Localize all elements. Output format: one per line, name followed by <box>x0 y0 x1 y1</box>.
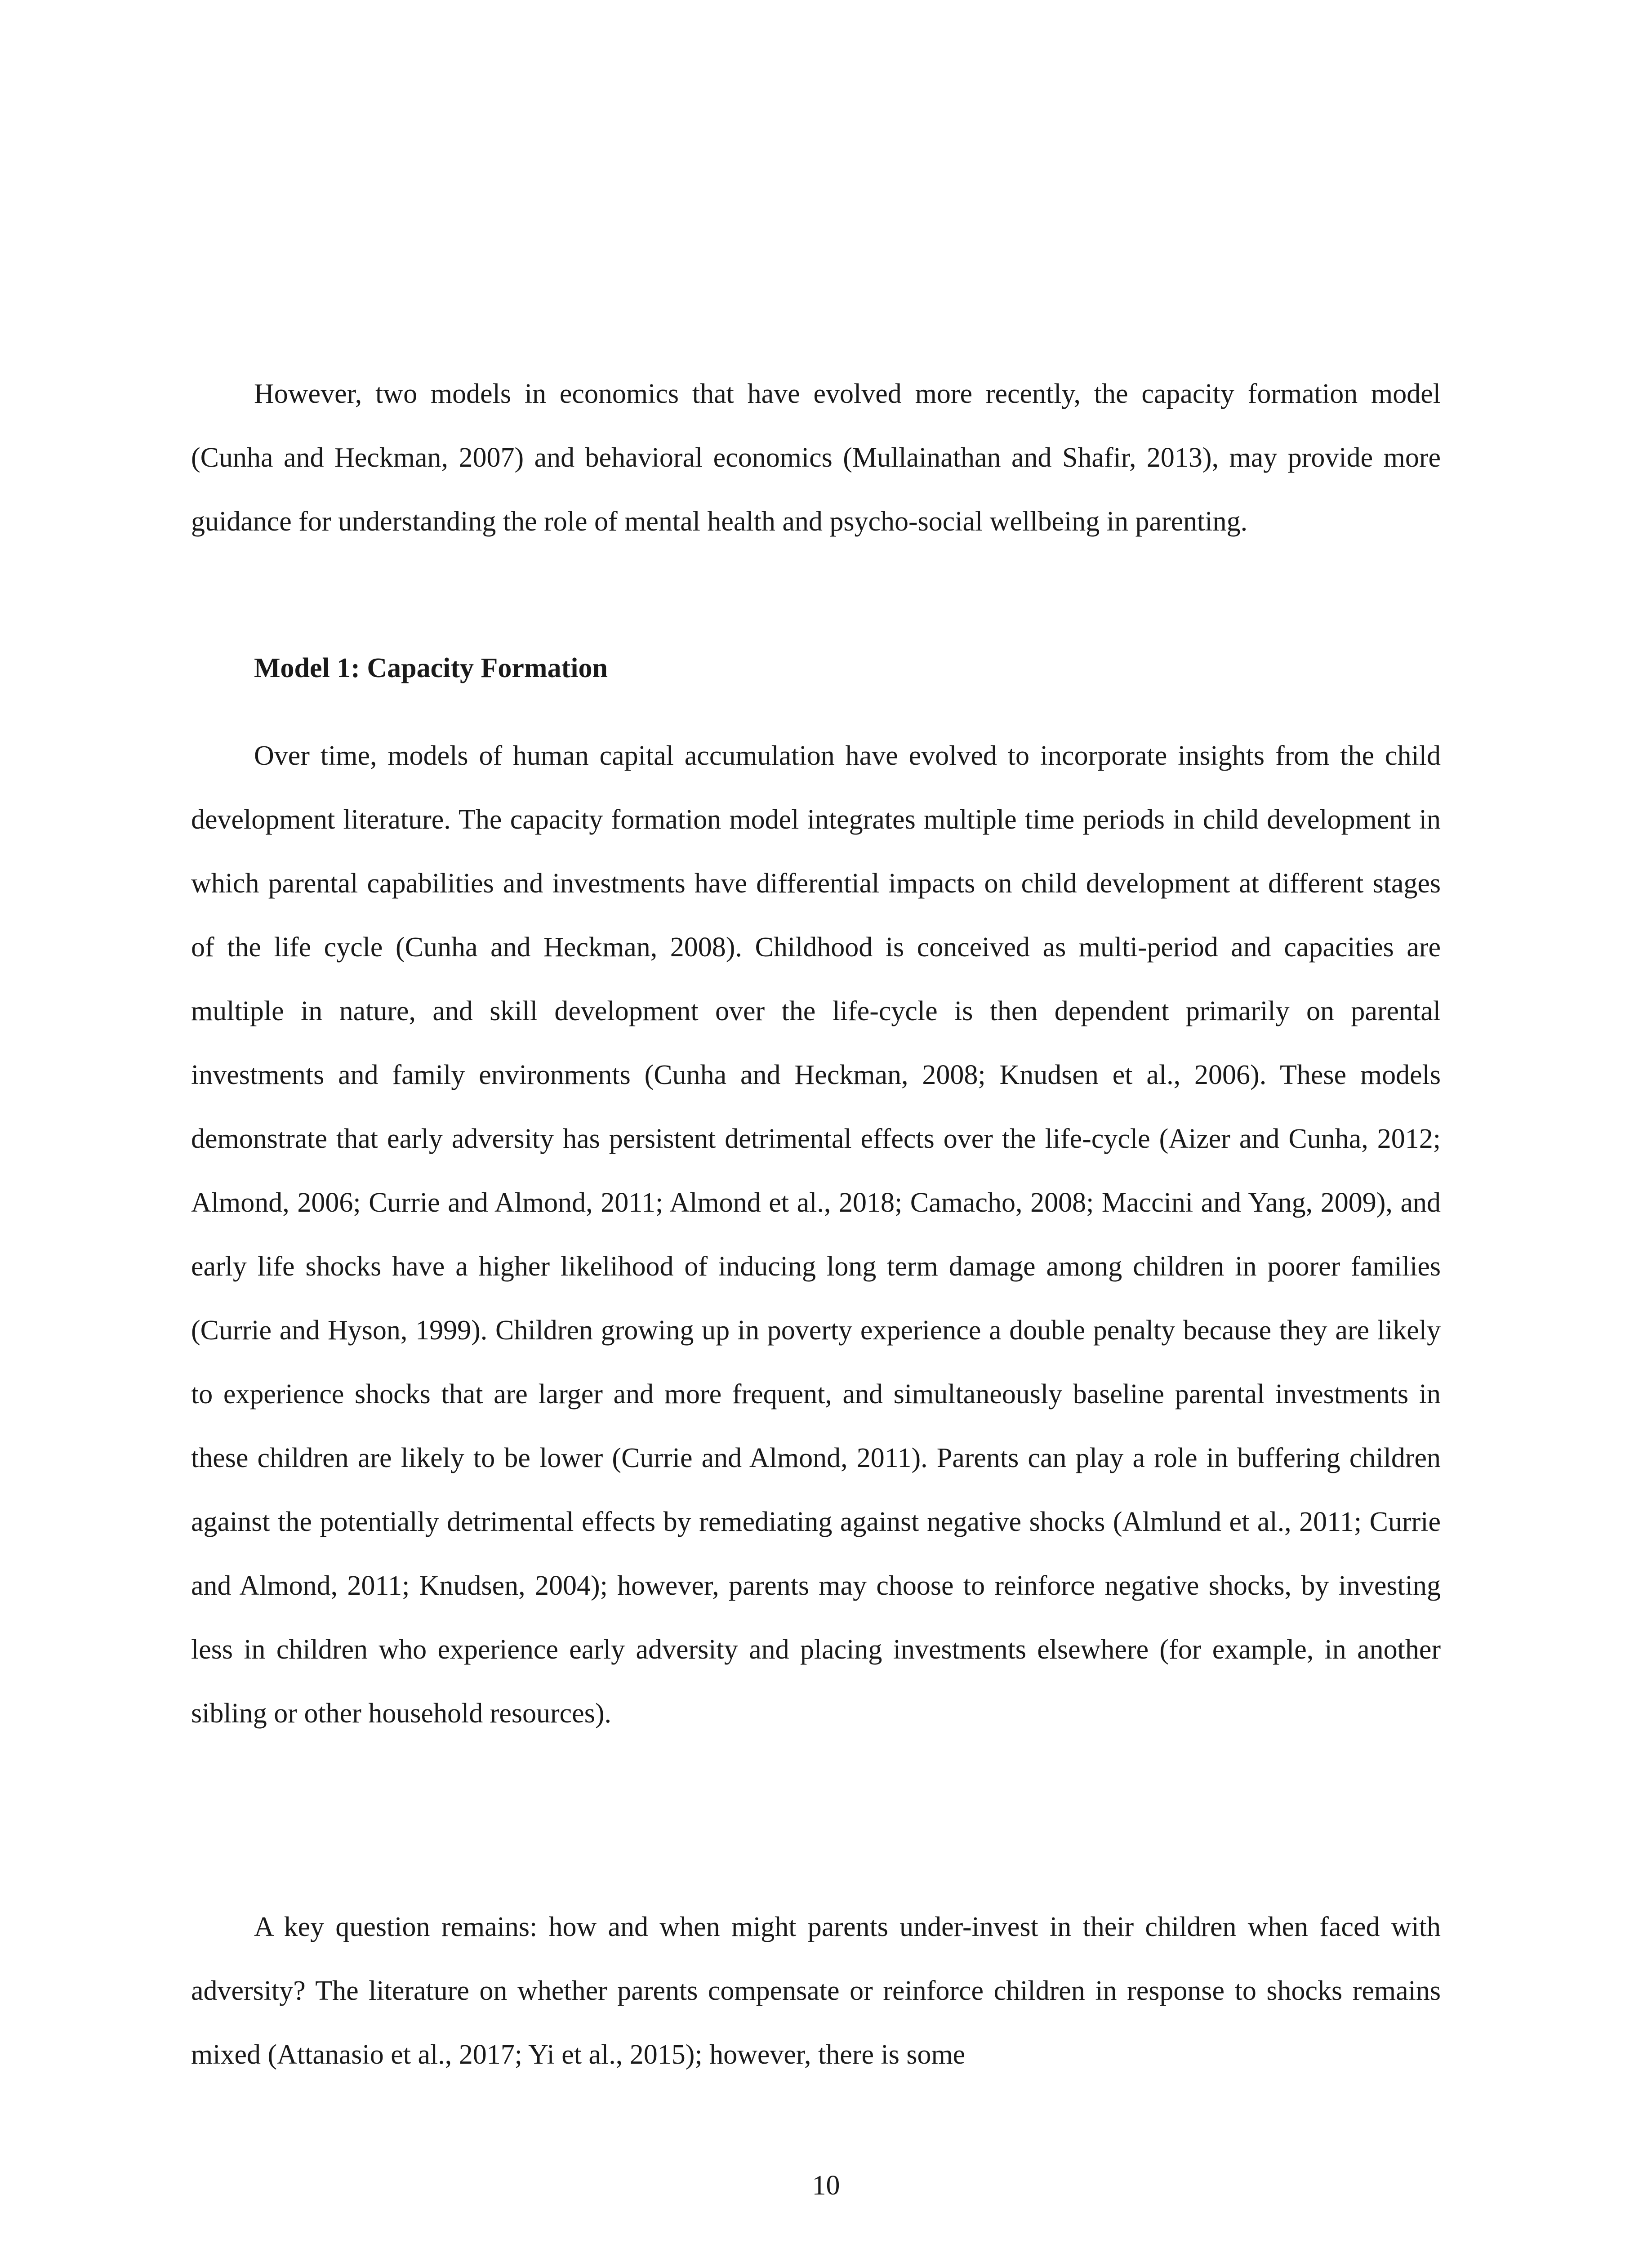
paragraph-text: Over time, models of human capital accumulation have evolved to incorporate insights from the child development literature. The capacity formation model integrates multiple time periods in child development in which parental capabilities and investments have differential impacts on child development at different stages of the life cycle (Cunha and Heckman, 2008). Childhood is conceived as multi-period and capacities are multiple in nature, and skill development over the life-cycle is then dependent primarily on parental investments and family environments (Cunha and Heckman, 2008; Knudsen et al., 2006). These models demonstrate that early adversity has persistent detrimental effects over the life-cycle (Aizer and Cunha, 2012; Almond, 2006; Currie and Almond, 2011; Almond et al., 2018; Camacho, 2008; Maccini and Yang, 2009), and early life shocks have a higher likelihood of inducing long term damage among children in poorer families (Currie and Hyson, 1999). Children growing up in poverty experience a double penalty because they are likely to experience shocks that are larger and more frequent, and simultaneously baseline parental investments in these children are likely to be lower (Currie and Almond, 2011). Parents can play a role in buffering children against the potentially detrimental effects by remediating against negative shocks (Almlund et al., 2011; Currie and Almond, 2011; Knudsen, 2004); however, parents may choose to reinforce negative shocks, by investing less in children who experience early adversity and placing investments elsewhere (for example, in another sibling or other household resources). <box>191 740 1441 1729</box>
paragraph-key-question <box>191 1895 1441 2087</box>
section-heading: Model 1: Capacity Formation <box>254 653 608 683</box>
paragraph-text: A key question remains: how and when might parents under-invest in their children when faced with adversity? The literature on whether parents compensate or reinforce children in response to shocks remains mixed (Attanasio et al., 2017; Yi et al., 2015); however, there is some <box>191 1912 1441 2070</box>
section-heading-block <box>191 636 1441 700</box>
paragraph-intro <box>191 362 1441 553</box>
paragraph-text: However, two models in economics that have evolved more recently, the capacity formation model (Cunha and Heckman, 2007) and behavioral economics (Mullainathan and Shafir, 2013), may provide more guidance for understanding the role of mental health and psycho-social wellbeing in parenting. <box>191 379 1441 537</box>
page-number: 10 <box>812 2170 840 2201</box>
paragraph-capacity-formation <box>191 724 1441 1745</box>
